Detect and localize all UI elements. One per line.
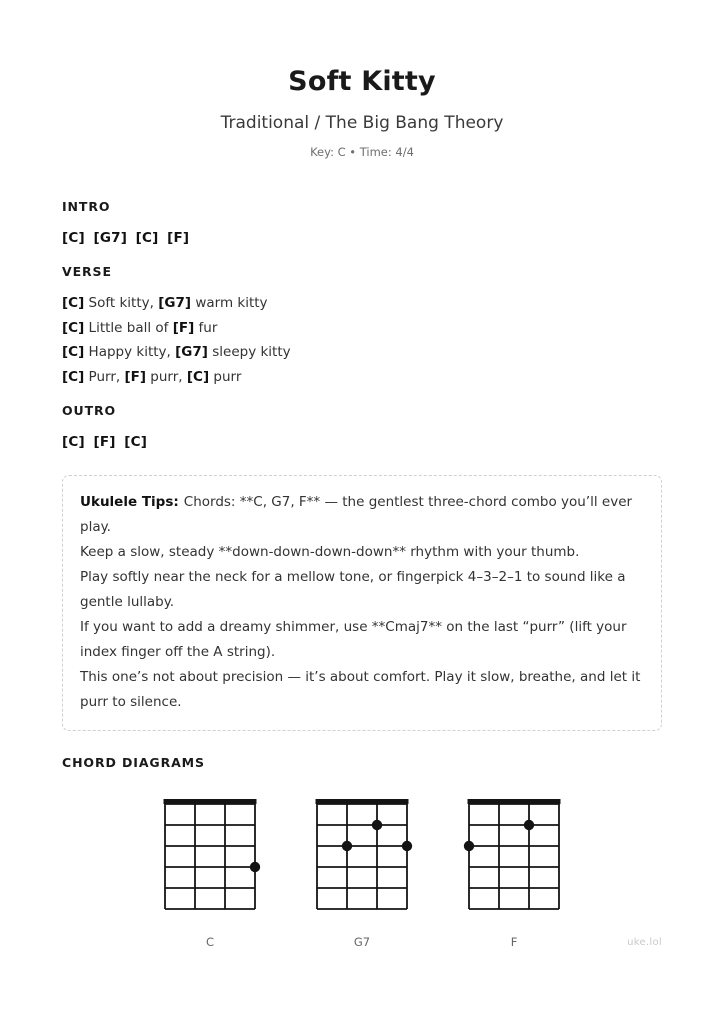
lyric-text: sleepy kitty — [207, 344, 291, 361]
finger-dot — [402, 840, 412, 850]
finger-dot — [372, 819, 382, 829]
chord-diagram — [300, 792, 425, 949]
tip-text: If you want to add a dreamy shimmer, use **Cmaj7** on the last “purr” (lift your index finger off the A string). — [80, 618, 627, 660]
page-title: Soft Kitty — [288, 66, 436, 97]
chord-token: [C] — [186, 368, 210, 385]
section-heading: OUTRO — [62, 403, 117, 419]
chord-token: [G7] — [175, 344, 208, 361]
tip-text: Keep a slow, steady **down-down-down-down** rhythm with your thumb. — [80, 543, 580, 560]
chord-token: [C] — [62, 229, 85, 246]
finger-dot — [524, 819, 534, 829]
chord-token: [G7] — [93, 229, 128, 246]
tip-line — [80, 565, 644, 615]
song-subtitle: Traditional / The Big Bang Theory — [220, 113, 504, 134]
chord-line — [62, 430, 662, 455]
chord-diagrams-row — [62, 792, 662, 949]
chord-token: [C] — [124, 434, 148, 451]
chord-line — [62, 226, 662, 251]
lyric-text: Little ball of — [84, 319, 173, 336]
ukulele-tips-box — [62, 475, 662, 731]
song-section — [62, 185, 662, 251]
lyric-text: warm kitty — [191, 295, 268, 312]
section-heading: INTRO — [62, 198, 111, 214]
song-section — [62, 250, 662, 389]
lyric-line — [62, 316, 662, 341]
chord-diagram — [452, 792, 577, 949]
spacer — [116, 434, 125, 450]
tip-line — [80, 665, 644, 715]
song-meta: Key: C • Time: 4/4 — [310, 144, 414, 159]
fretboard-grid — [303, 792, 421, 919]
lyric-text: Purr, — [84, 368, 125, 385]
tip-text: Chords: **C, G7, F** — the gentlest three-chord combo you’ll ever play. — [80, 493, 633, 535]
lyric-text: purr — [209, 368, 242, 385]
lyric-text: Soft kitty, — [84, 295, 159, 312]
finger-dot — [342, 840, 352, 850]
chord-token: [C] — [135, 229, 159, 246]
lyric-line — [62, 291, 662, 316]
chord-diagram — [148, 792, 273, 949]
song-sections — [62, 185, 662, 455]
section-heading: VERSE — [62, 264, 112, 280]
lyric-line — [62, 365, 662, 390]
tips-label: Ukulele Tips: — [80, 493, 179, 510]
finger-dot — [250, 861, 260, 871]
lyric-text: purr, — [146, 368, 187, 385]
chord-token: [C] — [62, 344, 85, 361]
lyric-text: fur — [194, 319, 218, 336]
chord-diagram-label: G7 — [353, 934, 371, 949]
chord-token: [F] — [167, 229, 190, 246]
footer-watermark: uke.lol — [627, 937, 662, 948]
chord-token: [G7] — [158, 295, 192, 312]
chord-token: [F] — [172, 319, 195, 336]
tip-line — [80, 540, 644, 565]
chord-diagrams-heading: CHORD DIAGRAMS — [62, 754, 205, 770]
song-section — [62, 389, 662, 455]
chord-token: [F] — [93, 434, 116, 451]
fretboard-grid — [151, 792, 269, 919]
spacer — [127, 230, 136, 246]
finger-dot — [464, 840, 474, 850]
chord-token: [F] — [124, 368, 147, 385]
chord-token: [C] — [62, 295, 85, 312]
chord-diagram-label: C — [205, 934, 215, 949]
lyric-text: Happy kitty, — [84, 344, 176, 361]
tip-line — [80, 615, 644, 665]
spacer — [159, 230, 168, 246]
chord-token: [C] — [62, 434, 85, 451]
tip-text: This one’s not about precision — it’s about comfort. Play it slow, breathe, and let it purr to silence. — [80, 668, 641, 710]
chord-token: [C] — [62, 368, 85, 385]
chord-token: [C] — [62, 319, 85, 336]
tip-text: Play softly near the neck for a mellow tone, or fingerpick 4–3–2–1 to sound like a gentle lullaby. — [80, 568, 626, 610]
fretboard-grid — [455, 792, 573, 919]
tip-line — [80, 490, 644, 540]
chord-diagram-label: F — [510, 934, 518, 949]
lyric-line — [62, 340, 662, 365]
